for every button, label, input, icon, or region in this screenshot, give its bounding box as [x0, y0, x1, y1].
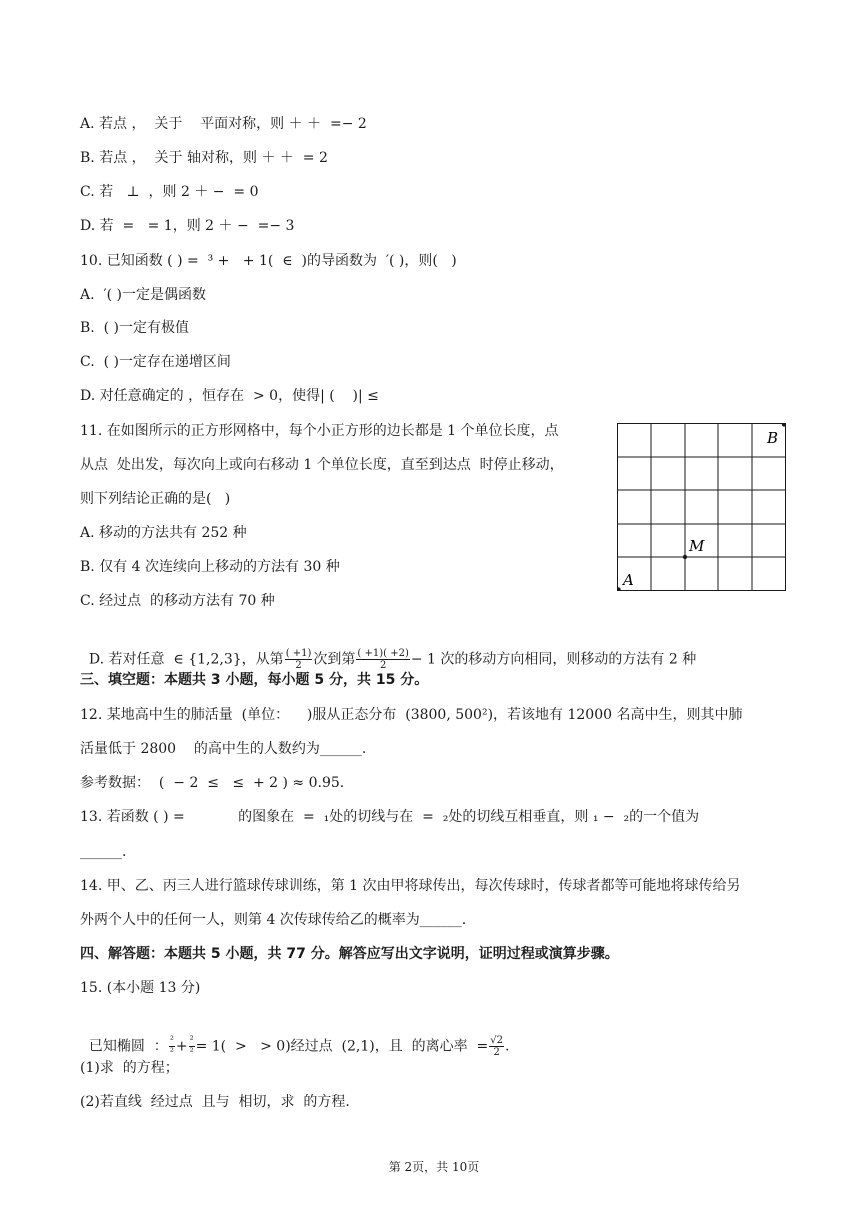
question-15-part2: (2)若直线 经过点 且与 相切，求 的方程. — [80, 1094, 350, 1110]
plus-sign: + — [175, 1038, 188, 1055]
fraction-denominator: 2 — [379, 660, 387, 671]
fraction-k1-k2 — [356, 648, 409, 671]
question-15-part1: (1)求 的方程； — [80, 1060, 179, 1076]
fraction-eccentricity — [489, 1035, 504, 1058]
label-m: M — [689, 537, 705, 555]
question-14-line1: 14. 甲、乙、丙三人进行篮球传球训练，第 1 次由甲将球传出，每次传球时，传球者都等可能地将球传给另 — [80, 878, 741, 894]
fraction-numerator: ( +1) — [285, 648, 312, 659]
fraction-numerator: ² — [169, 1035, 174, 1046]
option-9b: B. 若点 ， 关于 轴对称，则 ＋ ＋ = 2 — [80, 150, 328, 166]
option-11d-middle: 次到第 — [313, 651, 356, 668]
option-11d-prefix: D. 若对任意 ∈ {1,2,3}，从第 — [88, 651, 284, 668]
question-11-line2: 从点 处出发，每次向上或向右移动 1 个单位长度，直至到达点 时停止移动， — [80, 457, 564, 473]
fraction-y2-b2 — [189, 1035, 195, 1058]
point-a-dot — [617, 587, 621, 591]
question-14-line2: 外两个人中的任何一人，则第 4 次传球传给乙的概率为______. — [80, 912, 467, 928]
q15-prefix: 已知椭圆 ： — [88, 1038, 168, 1055]
label-a: A — [623, 571, 634, 589]
question-13-line1: 13. 若函数 ( ) = 的图象在 = ₁处的切线与在 = ₂处的切线互相垂直，则 ₁ − ₂的一个值为 — [80, 809, 700, 825]
grid-lines — [617, 423, 786, 591]
q15-middle: = 1( > > 0)经过点 (2,1)，且 的离心率 = — [195, 1038, 489, 1055]
option-11d — [80, 628, 696, 671]
option-11a: A. 移动的方法共有 252 种 — [80, 525, 247, 541]
option-11b: B. 仅有 4 次连续向上移动的方法有 30 种 — [80, 559, 340, 575]
fraction-numerator: ² — [189, 1035, 194, 1046]
fraction-k-k1 — [285, 648, 313, 671]
q15-end: . — [505, 1038, 510, 1055]
question-10: 10. 已知函数 ( ) = ³ + + 1( ∈ )的导函数为 ′( )，则( ) — [80, 253, 457, 269]
fraction-numerator: ( +1)( +2) — [357, 648, 409, 659]
option-11c: C. 经过点 的移动方法有 70 种 — [80, 593, 275, 609]
question-12-line2: 活量低于 2800 的高中生的人数约为______. — [80, 741, 367, 757]
option-10c: C. ( )一定存在递增区间 — [80, 354, 231, 370]
question-13-line2: ______. — [80, 844, 127, 860]
option-11d-suffix: − 1 次的移动方向相同，则移动的方法有 2 种 — [410, 651, 697, 668]
fraction-denominator: ² — [169, 1047, 174, 1058]
fraction-x2-a2 — [169, 1035, 175, 1058]
question-15-title: 15. (本小题 13 分) — [80, 980, 201, 996]
point-m-dot — [683, 555, 687, 559]
option-10a: A. ′( )一定是偶函数 — [80, 287, 207, 303]
label-b: B — [767, 429, 779, 447]
option-9a: A. 若点 ， 关于 平面对称，则 ＋ ＋ =− 2 — [80, 116, 367, 132]
question-15-statement — [80, 1015, 509, 1058]
question-11-line3: 则下列结论正确的是( ) — [80, 491, 231, 507]
fraction-denominator: ² — [189, 1047, 194, 1058]
point-b-dot — [782, 423, 786, 427]
option-10b: B. ( )一定有极值 — [80, 320, 190, 336]
page-footer: 第 2页，共 10页 — [388, 1160, 480, 1174]
question-12-reference: 参考数据： ( − 2 ≤ ≤ + 2 ) ≈ 0.95. — [80, 775, 345, 791]
section-4-heading: 四、解答题：本题共 5 小题，共 77 分。解答应写出文字说明，证明过程或演算步骤。 — [80, 946, 619, 962]
option-9c: C. 若 ⊥ ，则 2 ＋ − = 0 — [80, 184, 259, 200]
section-3-heading: 三、填空题：本题共 3 小题，每小题 5 分，共 15 分。 — [80, 672, 429, 688]
fraction-denominator: 2 — [295, 660, 302, 671]
question-12-line1: 12. 某地高中生的肺活量 (单位： )服从正态分布 (3800, 500²)，若该地有 12000 名高中生，则其中肺 — [80, 707, 743, 723]
option-10d: D. 对任意确定的 ，恒存在 > 0，使得| ( )| ≤ — [80, 388, 379, 404]
fraction-numerator: √2 — [490, 1035, 504, 1046]
option-9d: D. 若 = = 1，则 2 ＋ − =− 3 — [80, 218, 295, 234]
fraction-denominator: 2 — [493, 1047, 500, 1058]
question-11-line1: 11. 在如图所示的正方形网格中，每个小正方形的边长都是 1 个单位长度，点 — [80, 423, 559, 439]
grid-figure — [617, 423, 786, 591]
